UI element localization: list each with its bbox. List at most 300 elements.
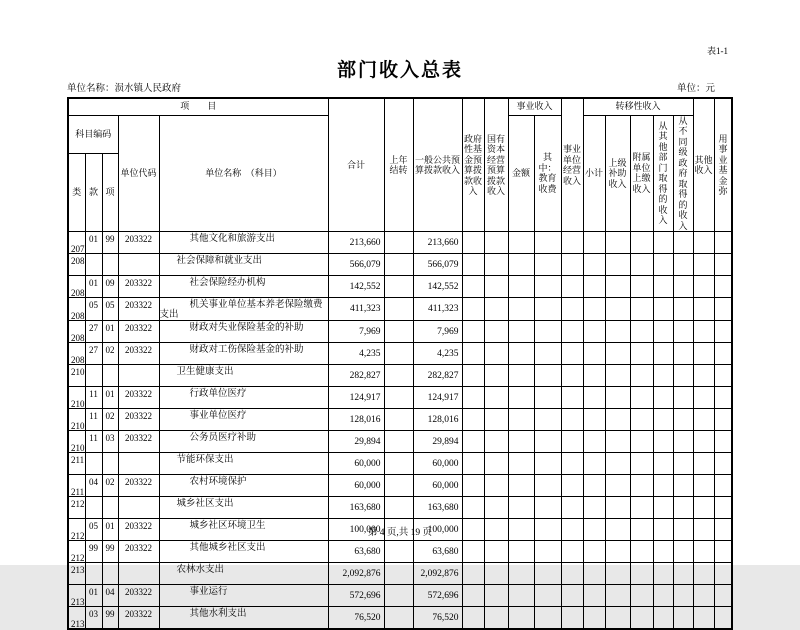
- cell-empty: [462, 254, 484, 276]
- cell-empty: [630, 475, 653, 497]
- cell-carryover: [384, 365, 413, 387]
- cell-empty: [583, 276, 605, 298]
- cell-item-code: 02: [102, 343, 118, 365]
- cell-empty: [484, 387, 508, 409]
- cell-empty: [630, 453, 653, 475]
- cell-empty: [653, 475, 673, 497]
- cell-empty: [673, 475, 693, 497]
- cell-empty: [484, 563, 508, 585]
- cell-section-code: 01: [85, 585, 102, 607]
- cell-total: 29,894: [328, 431, 384, 453]
- cell-empty: [693, 563, 714, 585]
- cell-item-code: [102, 497, 118, 519]
- cell-empty: [484, 541, 508, 563]
- cell-total: 411,323: [328, 298, 384, 321]
- cell-empty: [605, 343, 630, 365]
- cell-empty: [630, 431, 653, 453]
- cell-empty: [693, 321, 714, 343]
- cell-empty: [462, 431, 484, 453]
- cell-unit-code: [118, 254, 159, 276]
- header-item: 项: [102, 154, 118, 232]
- cell-empty: [484, 298, 508, 321]
- cell-empty: [508, 254, 534, 276]
- cell-class-code: 208: [68, 298, 85, 321]
- header-carryover: 上年结转: [384, 98, 413, 232]
- cell-general-budget: 128,016: [413, 409, 462, 431]
- cell-empty: [534, 453, 561, 475]
- cell-item-code: 01: [102, 321, 118, 343]
- cell-empty: [605, 387, 630, 409]
- cell-general-budget: 7,969: [413, 321, 462, 343]
- cell-general-budget: 60,000: [413, 475, 462, 497]
- cell-subject-name: 事业运行: [159, 585, 328, 607]
- cell-empty: [508, 585, 534, 607]
- cell-empty: [534, 607, 561, 630]
- cell-subject-name: 节能环保支出: [159, 453, 328, 475]
- cell-item-code: 05: [102, 298, 118, 321]
- cell-subject-name: 农村环境保护: [159, 475, 328, 497]
- cell-total: 60,000: [328, 453, 384, 475]
- cell-empty: [673, 607, 693, 630]
- cell-empty: [508, 409, 534, 431]
- cell-empty: [630, 409, 653, 431]
- cell-section-code: 27: [85, 321, 102, 343]
- cell-empty: [653, 343, 673, 365]
- cell-empty: [534, 254, 561, 276]
- cell-empty: [714, 563, 732, 585]
- cell-subject-name: 机关事业单位基本养老保险缴费支出: [159, 298, 328, 321]
- cell-empty: [583, 497, 605, 519]
- table-body: [68, 232, 732, 630]
- cell-section-code: [85, 497, 102, 519]
- cell-item-code: 03: [102, 431, 118, 453]
- cell-empty: [583, 475, 605, 497]
- cell-empty: [583, 541, 605, 563]
- cell-empty: [561, 321, 583, 343]
- cell-carryover: [384, 276, 413, 298]
- cell-carryover: [384, 343, 413, 365]
- cell-empty: [673, 343, 693, 365]
- cell-empty: [630, 563, 653, 585]
- cell-section-code: 99: [85, 541, 102, 563]
- cell-empty: [462, 276, 484, 298]
- cell-item-code: [102, 365, 118, 387]
- detail-row: [68, 431, 732, 453]
- cell-class-code: 208: [68, 321, 85, 343]
- cell-empty: [462, 607, 484, 630]
- cell-empty: [462, 298, 484, 321]
- cell-empty: [714, 254, 732, 276]
- cell-empty: [534, 497, 561, 519]
- cell-empty: [462, 563, 484, 585]
- cell-empty: [508, 475, 534, 497]
- meta-row: [67, 80, 731, 94]
- header-business-operating: 事业单位经营收入: [561, 98, 583, 232]
- cell-empty: [484, 254, 508, 276]
- currency-line: 单位：元: [676, 84, 715, 94]
- cell-total: 142,552: [328, 276, 384, 298]
- cell-total: 128,016: [328, 409, 384, 431]
- cell-class-code: 210: [68, 431, 85, 453]
- cell-empty: [653, 585, 673, 607]
- cell-total: 282,827: [328, 365, 384, 387]
- cell-empty: [484, 607, 508, 630]
- cell-section-code: 03: [85, 607, 102, 630]
- cell-empty: [561, 563, 583, 585]
- cell-carryover: [384, 541, 413, 563]
- cell-empty: [693, 585, 714, 607]
- cell-empty: [462, 343, 484, 365]
- cell-empty: [693, 497, 714, 519]
- cell-empty: [534, 232, 561, 254]
- cell-empty: [534, 321, 561, 343]
- cell-general-budget: 29,894: [413, 431, 462, 453]
- cell-empty: [693, 387, 714, 409]
- cell-empty: [630, 607, 653, 630]
- cell-section-code: 05: [85, 298, 102, 321]
- cell-unit-code: [118, 453, 159, 475]
- header-from-other-dept: 从其他部门取得的收入: [653, 115, 673, 232]
- cell-empty: [605, 585, 630, 607]
- cell-subject-name: 财政对工伤保险基金的补助: [159, 343, 328, 365]
- detail-row: [68, 232, 732, 254]
- cell-empty: [653, 607, 673, 630]
- cell-item-code: [102, 453, 118, 475]
- cell-subject-name: 城乡社区支出: [159, 497, 328, 519]
- header-total: 合计: [328, 98, 384, 232]
- cell-empty: [583, 431, 605, 453]
- header-subject-code: 科目编码: [68, 115, 118, 154]
- cell-item-code: 99: [102, 541, 118, 563]
- cell-unit-code: [118, 365, 159, 387]
- cell-empty: [605, 409, 630, 431]
- cell-empty: [508, 563, 534, 585]
- cell-empty: [630, 365, 653, 387]
- cell-general-budget: 282,827: [413, 365, 462, 387]
- cell-empty: [508, 343, 534, 365]
- cell-empty: [653, 254, 673, 276]
- category-row: [68, 497, 732, 519]
- cell-total: 124,917: [328, 387, 384, 409]
- header-general-budget: 一般公共预算拨款收入: [413, 98, 462, 232]
- cell-empty: [583, 298, 605, 321]
- cell-general-budget: 2,092,876: [413, 563, 462, 585]
- cell-empty: [583, 321, 605, 343]
- cell-carryover: [384, 232, 413, 254]
- header-unit-name: 单位名称 （科目）: [159, 115, 328, 232]
- cell-empty: [561, 475, 583, 497]
- cell-empty: [561, 585, 583, 607]
- cell-subject-name: 社会保障和就业支出: [159, 254, 328, 276]
- cell-empty: [653, 453, 673, 475]
- cell-unit-code: 203322: [118, 519, 159, 541]
- cell-empty: [714, 585, 732, 607]
- category-row: [68, 254, 732, 276]
- cell-class-code: 213: [68, 607, 85, 630]
- cell-total: 566,079: [328, 254, 384, 276]
- cell-item-code: 02: [102, 409, 118, 431]
- cell-empty: [630, 254, 653, 276]
- detail-row: [68, 585, 732, 607]
- cell-empty: [534, 585, 561, 607]
- cell-empty: [653, 563, 673, 585]
- cell-section-code: 04: [85, 475, 102, 497]
- cell-unit-code: [118, 563, 159, 585]
- cell-empty: [583, 343, 605, 365]
- cell-empty: [484, 409, 508, 431]
- cell-empty: [714, 453, 732, 475]
- cell-empty: [693, 232, 714, 254]
- cell-empty: [534, 276, 561, 298]
- cell-empty: [630, 321, 653, 343]
- cell-empty: [508, 431, 534, 453]
- cell-unit-code: 203322: [118, 343, 159, 365]
- cell-unit-code: 203322: [118, 431, 159, 453]
- cell-item-code: 99: [102, 607, 118, 630]
- cell-section-code: 11: [85, 431, 102, 453]
- cell-class-code: 208: [68, 254, 85, 276]
- cell-carryover: [384, 497, 413, 519]
- cell-empty: [714, 541, 732, 563]
- cell-empty: [673, 541, 693, 563]
- cell-empty: [583, 585, 605, 607]
- cell-subject-name: 公务员医疗补助: [159, 431, 328, 453]
- cell-empty: [534, 541, 561, 563]
- cell-carryover: [384, 453, 413, 475]
- cell-empty: [714, 431, 732, 453]
- cell-empty: [673, 585, 693, 607]
- cell-class-code: 212: [68, 541, 85, 563]
- cell-subject-name: 城乡社区环境卫生: [159, 519, 328, 541]
- cell-unit-code: 203322: [118, 585, 159, 607]
- detail-row: [68, 298, 732, 321]
- cell-empty: [714, 387, 732, 409]
- cell-empty: [534, 409, 561, 431]
- cell-empty: [583, 563, 605, 585]
- cell-carryover: [384, 431, 413, 453]
- cell-empty: [484, 497, 508, 519]
- cell-section-code: 05: [85, 519, 102, 541]
- cell-empty: [534, 365, 561, 387]
- page-number: 第 4 页,共 19 页: [367, 528, 433, 538]
- category-row: [68, 563, 732, 585]
- cell-empty: [714, 298, 732, 321]
- cell-item-code: [102, 563, 118, 585]
- cell-carryover: [384, 607, 413, 630]
- header-superior-subsidy: 上级补助收入: [605, 115, 630, 232]
- cell-empty: [561, 365, 583, 387]
- cell-item-code: 09: [102, 276, 118, 298]
- cell-empty: [534, 387, 561, 409]
- cell-empty: [462, 409, 484, 431]
- cell-empty: [462, 387, 484, 409]
- cell-empty: [508, 321, 534, 343]
- cell-general-budget: 100,000: [413, 519, 462, 541]
- header-state-capital: 国有资本经营预算拨款收入: [484, 98, 508, 232]
- cell-empty: [484, 431, 508, 453]
- cell-empty: [653, 365, 673, 387]
- cell-general-budget: 124,917: [413, 387, 462, 409]
- unit-name-line: 单位名称：涢水镇人民政府: [67, 84, 182, 94]
- cell-empty: [714, 343, 732, 365]
- cell-empty: [462, 497, 484, 519]
- cell-unit-code: 203322: [118, 298, 159, 321]
- cell-general-budget: 76,520: [413, 607, 462, 630]
- cell-empty: [630, 232, 653, 254]
- cell-section-code: 11: [85, 409, 102, 431]
- cell-empty: [673, 254, 693, 276]
- cell-empty: [673, 298, 693, 321]
- cell-empty: [508, 453, 534, 475]
- cell-item-code: 04: [102, 585, 118, 607]
- cell-class-code: 207: [68, 232, 85, 254]
- cell-empty: [484, 585, 508, 607]
- cell-section-code: 11: [85, 387, 102, 409]
- cell-empty: [630, 541, 653, 563]
- cell-empty: [653, 497, 673, 519]
- cell-empty: [561, 254, 583, 276]
- cell-empty: [462, 232, 484, 254]
- cell-empty: [693, 365, 714, 387]
- cell-empty: [508, 387, 534, 409]
- cell-class-code: 210: [68, 365, 85, 387]
- cell-empty: [630, 276, 653, 298]
- cell-empty: [484, 365, 508, 387]
- header-gov-fund: 政府性基金预算拨款收入: [462, 98, 484, 232]
- cell-empty: [583, 607, 605, 630]
- cell-class-code: 211: [68, 453, 85, 475]
- cell-empty: [673, 387, 693, 409]
- cell-empty: [693, 453, 714, 475]
- cell-empty: [673, 453, 693, 475]
- cell-class-code: 210: [68, 387, 85, 409]
- cell-section-code: [85, 453, 102, 475]
- cell-empty: [693, 276, 714, 298]
- cell-empty: [508, 232, 534, 254]
- cell-empty: [673, 232, 693, 254]
- category-row: [68, 453, 732, 475]
- cell-empty: [583, 387, 605, 409]
- cell-empty: [693, 541, 714, 563]
- cell-empty: [583, 254, 605, 276]
- cell-empty: [630, 343, 653, 365]
- cell-empty: [605, 232, 630, 254]
- cell-empty: [534, 475, 561, 497]
- cell-general-budget: 213,660: [413, 232, 462, 254]
- cell-unit-code: 203322: [118, 387, 159, 409]
- income-summary-table: [67, 97, 733, 630]
- cell-class-code: 213: [68, 585, 85, 607]
- header-edu-fee: 其中：教育收费: [534, 115, 561, 232]
- cell-unit-code: 203322: [118, 607, 159, 630]
- header-amount: 金额: [508, 115, 534, 232]
- cell-total: 213,660: [328, 232, 384, 254]
- cell-empty: [605, 254, 630, 276]
- cell-unit-code: 203322: [118, 409, 159, 431]
- cell-empty: [653, 232, 673, 254]
- cell-carryover: [384, 475, 413, 497]
- detail-row: [68, 541, 732, 563]
- cell-empty: [508, 298, 534, 321]
- header-affiliated-turnin: 附属单位上缴收入: [630, 115, 653, 232]
- cell-subject-name: 农林水支出: [159, 563, 328, 585]
- cell-total: 163,680: [328, 497, 384, 519]
- cell-empty: [508, 497, 534, 519]
- cell-empty: [693, 343, 714, 365]
- cell-item-code: 01: [102, 519, 118, 541]
- cell-subject-name: 卫生健康支出: [159, 365, 328, 387]
- cell-empty: [508, 607, 534, 630]
- cell-empty: [508, 541, 534, 563]
- cell-empty: [508, 365, 534, 387]
- cell-empty: [673, 497, 693, 519]
- cell-total: 572,696: [328, 585, 384, 607]
- cell-unit-code: 203322: [118, 475, 159, 497]
- cell-empty: [714, 276, 732, 298]
- cell-empty: [630, 298, 653, 321]
- cell-class-code: 211: [68, 475, 85, 497]
- cell-item-code: [102, 254, 118, 276]
- cell-empty: [561, 497, 583, 519]
- cell-empty: [561, 343, 583, 365]
- cell-empty: [462, 475, 484, 497]
- detail-row: [68, 321, 732, 343]
- cell-empty: [484, 343, 508, 365]
- cell-empty: [583, 365, 605, 387]
- cell-empty: [561, 232, 583, 254]
- cell-section-code: 01: [85, 276, 102, 298]
- cell-empty: [605, 541, 630, 563]
- cell-empty: [653, 321, 673, 343]
- page-title: 部门收入总表: [336, 60, 463, 81]
- cell-empty: [673, 431, 693, 453]
- cell-empty: [484, 276, 508, 298]
- cell-empty: [630, 497, 653, 519]
- cell-carryover: [384, 321, 413, 343]
- cell-total: 100,000: [328, 519, 384, 541]
- cell-section-code: [85, 563, 102, 585]
- cell-subject-name: 行政单位医疗: [159, 387, 328, 409]
- cell-item-code: 02: [102, 475, 118, 497]
- cell-empty: [653, 387, 673, 409]
- cell-carryover: [384, 387, 413, 409]
- header-subtotal: 小计: [583, 115, 605, 232]
- cell-empty: [653, 276, 673, 298]
- cell-general-budget: 163,680: [413, 497, 462, 519]
- detail-row: [68, 475, 732, 497]
- cell-empty: [693, 431, 714, 453]
- header-business-fund: 用事业基金弥: [714, 98, 732, 232]
- header-project: 项 目: [68, 98, 328, 115]
- header-class: 类: [68, 154, 85, 232]
- cell-empty: [714, 321, 732, 343]
- cell-empty: [561, 276, 583, 298]
- cell-empty: [484, 321, 508, 343]
- cell-section-code: [85, 254, 102, 276]
- cell-empty: [534, 298, 561, 321]
- cell-empty: [714, 365, 732, 387]
- header-section: 款: [85, 154, 102, 232]
- cell-empty: [605, 563, 630, 585]
- header-transfer-income: 转移性收入: [583, 98, 693, 115]
- cell-carryover: [384, 409, 413, 431]
- cell-item-code: 99: [102, 232, 118, 254]
- detail-row: [68, 409, 732, 431]
- cell-empty: [653, 431, 673, 453]
- cell-carryover: [384, 254, 413, 276]
- cell-empty: [561, 453, 583, 475]
- cell-general-budget: 4,235: [413, 343, 462, 365]
